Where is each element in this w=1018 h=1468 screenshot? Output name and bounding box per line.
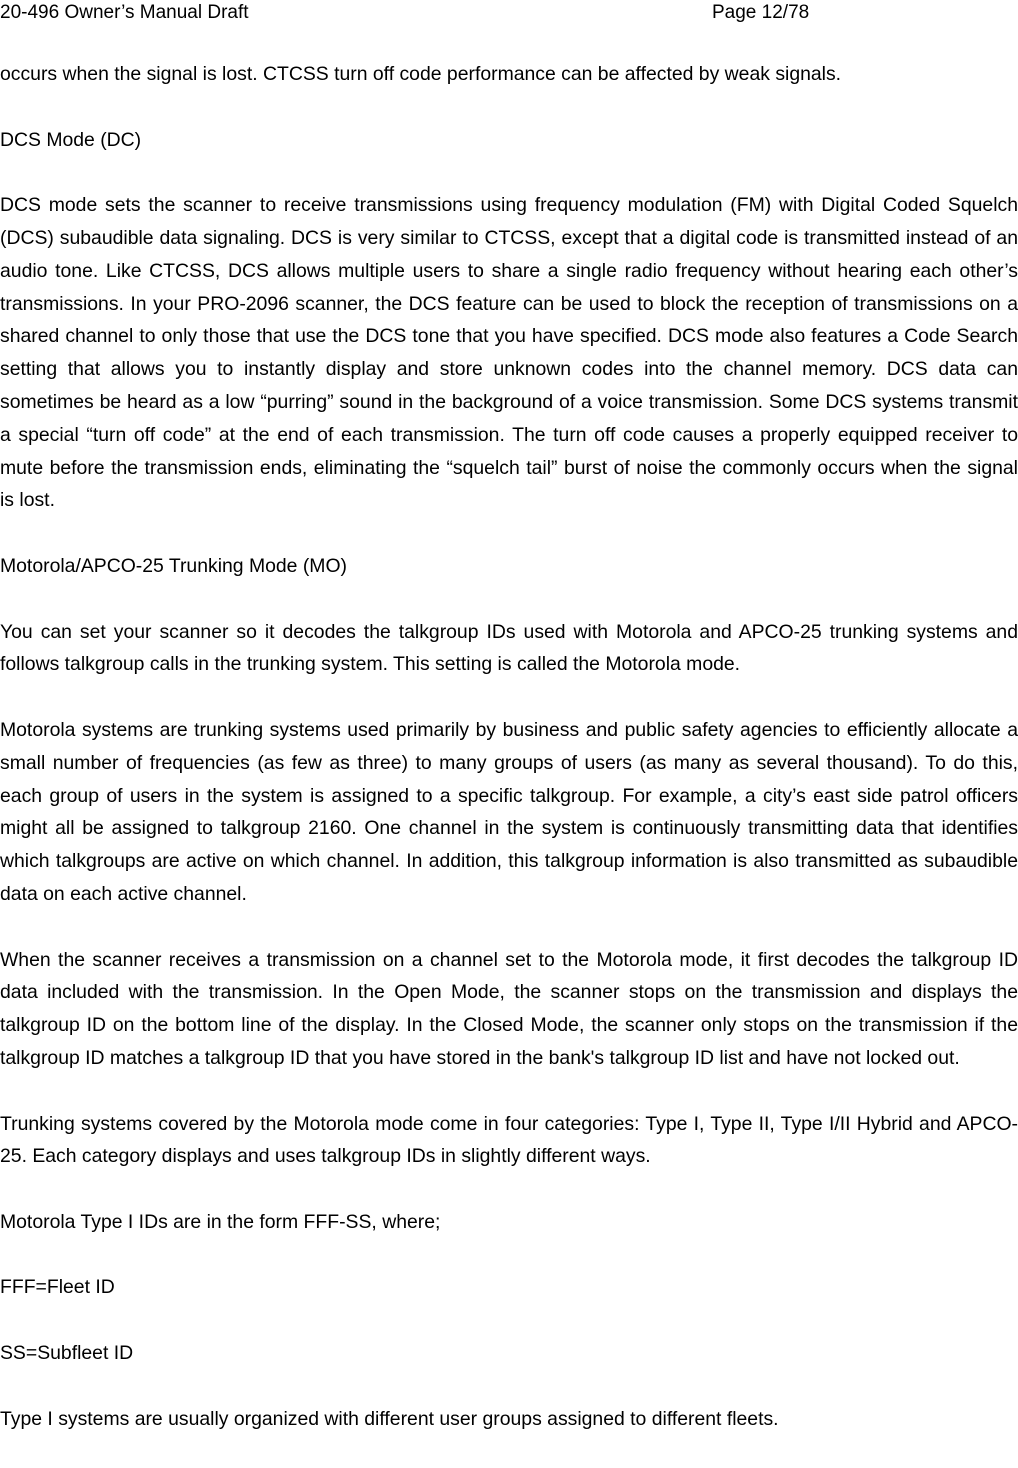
paragraph-continuation: occurs when the signal is lost. CTCSS turn off code performance can be affected by weak signals. — [0, 63, 842, 85]
paragraph-motorola-receive: When the scanner receives a transmission on a channel set to the Motorola mode, it first decodes the talkgroup ID data included with the transmission. In the Open Mode, the scanner stops on the transmission and displays the talkgroup ID on the bottom line of the display. In the Closed Mode, the scanner only stops on the transmission if the talkgroup ID matches a talkgroup ID that you have stored in the bank's talkgroup ID list and have not locked out. — [0, 948, 1018, 1069]
paragraph-trunking-categories: Trunking systems covered by the Motorola mode come in four categories: Type I, Type II, Type I/II Hybrid and APCO-25. Each category displays and uses talkgroup IDs in slightly different ways. — [0, 1112, 1018, 1168]
paragraph-type1-form: Motorola Type I IDs are in the form FFF-SS, where; — [0, 1210, 441, 1233]
heading-dcs-mode: DCS Mode (DC) — [0, 128, 142, 151]
paragraph-dcs-description: DCS mode sets the scanner to receive transmissions using frequency modulation (FM) with Digital Coded Squelch (DCS) subaudible data signaling. DCS is very similar to CTCSS, except that a digital code is transmitted instead of an audio tone. Like CTCSS, DCS allows multiple users to share a single radio frequency without hearing each other’s transmissions. In your PRO-2096 scanner, the DCS feature can be used to block the reception of transmissions on a shared channel to only those that use the DCS tone that you have specified. DCS mode also features a Code Search setting that allows you to instantly display and store unknown codes into the channel memory. DCS data can sometimes be heard as a low “purring” sound in the background of a voice transmission. Some DCS systems transmit a special “turn off code” at the end of each transmission. The turn off code causes a properly equipped receiver to mute before the transmission ends, eliminating the “squelch tail” burst of noise the commonly occurs when the signal is lost. — [0, 194, 1018, 512]
page-body — [0, 58, 1018, 1468]
paragraph-motorola-systems: Motorola systems are trunking systems used primarily by business and public safety agencies to efficiently allocate a small number of frequencies (as few as three) to many groups of users (as many as several thousand). To do this, each group of users in the system is assigned to a specific talkgroup. For example, a city’s east side patrol officers might all be assigned to talkgroup 2160. One channel in the system is continuously transmitting data that identifies which talkgroups are active on which channel. In addition, this talkgroup information is also transmitted as subaudible data on each active channel. — [0, 718, 1018, 905]
paragraph-motorola-intro: You can set your scanner so it decodes the talkgroup IDs used with Motorola and APCO-25 trunking systems and follows talkgroup calls in the trunking system. This setting is called the Motorola mode. — [0, 620, 1018, 676]
page-header — [0, 0, 1018, 26]
page-number: Page 12/78 — [712, 2, 810, 23]
document-title: 20-496 Owner’s Manual Draft — [0, 2, 249, 23]
paragraph-type1-organization: Type I systems are usually organized with different user groups assigned to different fleets. — [0, 1407, 779, 1430]
paragraph-fleet-id: FFF=Fleet ID — [0, 1276, 115, 1299]
heading-motorola-mode: Motorola/APCO-25 Trunking Mode (MO) — [0, 554, 347, 577]
paragraph-subfleet-id: SS=Subfleet ID — [0, 1342, 134, 1365]
